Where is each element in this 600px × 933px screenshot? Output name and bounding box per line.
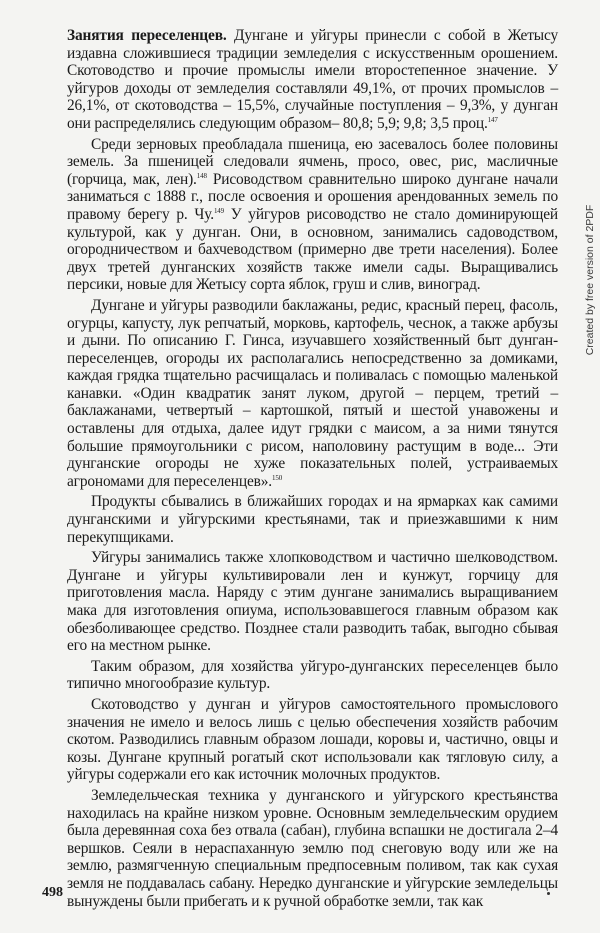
paragraph-grain-crops <box>67 136 558 294</box>
paragraph-cotton-silk <box>67 549 558 655</box>
paragraph-text: Земледельческая техника у дунганского и уйгурского крестьянства находилась на крайне низком уровне. Основным земледельческим орудием была деревянная соха без отвала (сабан), глубина вспашки не достигала 2–4 вершков. Сеяли в нераспаханную землю под снеговую воду или же на землю, размягченную специальным предпосевным поливом, так как сухая земля не поддавалась сабану. Нередко дунганские и уйгурские земледельцы вынуждены были прибегать и к ручной обработке земли, так как <box>67 786 558 910</box>
paragraph-text: Рисоводством сравнительно широко дунгане начали заниматься с 1888 г., после освоения и орошения арендованных земель по правому берегу р. Чу. <box>67 170 558 223</box>
paragraph-livestock <box>67 696 558 784</box>
paragraph-text: Среди зерновых преобладала пшеница, ею засевалось более половины земель. За пшеницей следовали ячмень, просо, овес, рис, масличные (горчица, мак, лен). <box>67 135 558 188</box>
footnote-ref[interactable]: 150 <box>272 473 283 482</box>
watermark <box>582 190 598 370</box>
watermark-text: Created by free version of 2PDF <box>584 204 596 356</box>
scan-speck <box>547 892 550 895</box>
page-number: 498 <box>42 885 63 900</box>
section-heading: Занятия переселенцев. <box>67 27 227 44</box>
paragraph-farming-technique <box>67 787 558 910</box>
footnote-ref[interactable]: 148 <box>196 171 207 180</box>
footnote-ref[interactable]: 149 <box>213 206 224 215</box>
paragraph-markets <box>67 493 558 546</box>
paragraph-text: Уйгуры занимались также хлопководством и частично шелководством. Дунгане и уйгуры культивировали лен и кунжут, горчицу для приготовления масла. Наряду с этим дунгане занимались выращиванием мака для изготовления опиума, использовавшегося главным образом как обезболивающее средство. Позднее стали разводить табак, выгодно сбывая его на местном рынке. <box>67 549 558 655</box>
paragraph-text: Дунгане и уйгуры принесли с собой в Жетысу издавна сложившиеся традиции земледелия с искусственным орошением. Скотоводство и прочие промыслы имели второстепенное значение. У уйгуров доходы от земледелия составляли 49,1%, от прочих промыслов – 26,1%, от скотоводства – 15,5%, случайные поступления – 9,3%, у дунган они распределялись следующим образом– 80,8; 5,9; 9,8; 3,5 проц. <box>67 27 558 132</box>
paragraph-diversity <box>67 658 558 693</box>
footnote-ref[interactable]: 147 <box>487 115 498 124</box>
paragraph-settlers-occupations <box>67 27 558 133</box>
paragraph-text: Таким образом, для хозяйства уйгуро-дунганских переселенцев было типично многообразие культур. <box>67 657 558 693</box>
paragraph-text: Продукты сбывались в ближайших городах и на ярмарках как самими дунганскими и уйгурскими крестьянами, так и приезжавшими к ним перекупщиками. <box>67 493 558 546</box>
paragraph-text: Скотоводство у дунган и уйгуров самостоятельного промыслового значения не имело и велось лишь с целью обеспечения хозяйств рабочим скотом. Разводились главным образом лошади, коровы и, частично, овцы и козы. Дунгане крупный рогатый скот использовали как тягловую силу, а уйгуры содержали его как источник молочных продуктов. <box>67 695 558 784</box>
paragraph-text: У уйгуров рисоводство не стало доминирующей культурой, как у дунган. Они, в основном, занимались садоводством, огородничеством и бахчеводством (примерно две трети населения). Более двух третей дунганских хозяйств также имели сады. Выращивались персики, новые для Жетысу сорта яблок, груш и слив, виноград. <box>67 205 558 294</box>
page-body <box>67 27 558 913</box>
paragraph-text: Дунгане и уйгуры разводили баклажаны, редис, красный перец, фасоль, огурцы, капусту, лук репчатый, морковь, картофель, чеснок, а также арбузы и дыни. По описанию Г. Гинса, изучавшего хозяйственный быт дунган-переселенцев, огороды их располагались непосредственно за домиками, каждая грядка тщательно расчищалась и поливалась с помощью маленькой канавки. «Один квадратик занят луком, другой – перцем, третий – баклажанами, четвертый – картошкой, пятый и шестой унавожены и оставлены для отдыха, далее идут грядки с маисом, а за ними тянутся большие прямоугольники с рисом, наполовину растущим в воде... Эти дунганские огороды не хуже показательных полей, устраиваемых агрономами для переселенцев». <box>67 296 558 490</box>
paragraph-vegetables <box>67 297 558 491</box>
